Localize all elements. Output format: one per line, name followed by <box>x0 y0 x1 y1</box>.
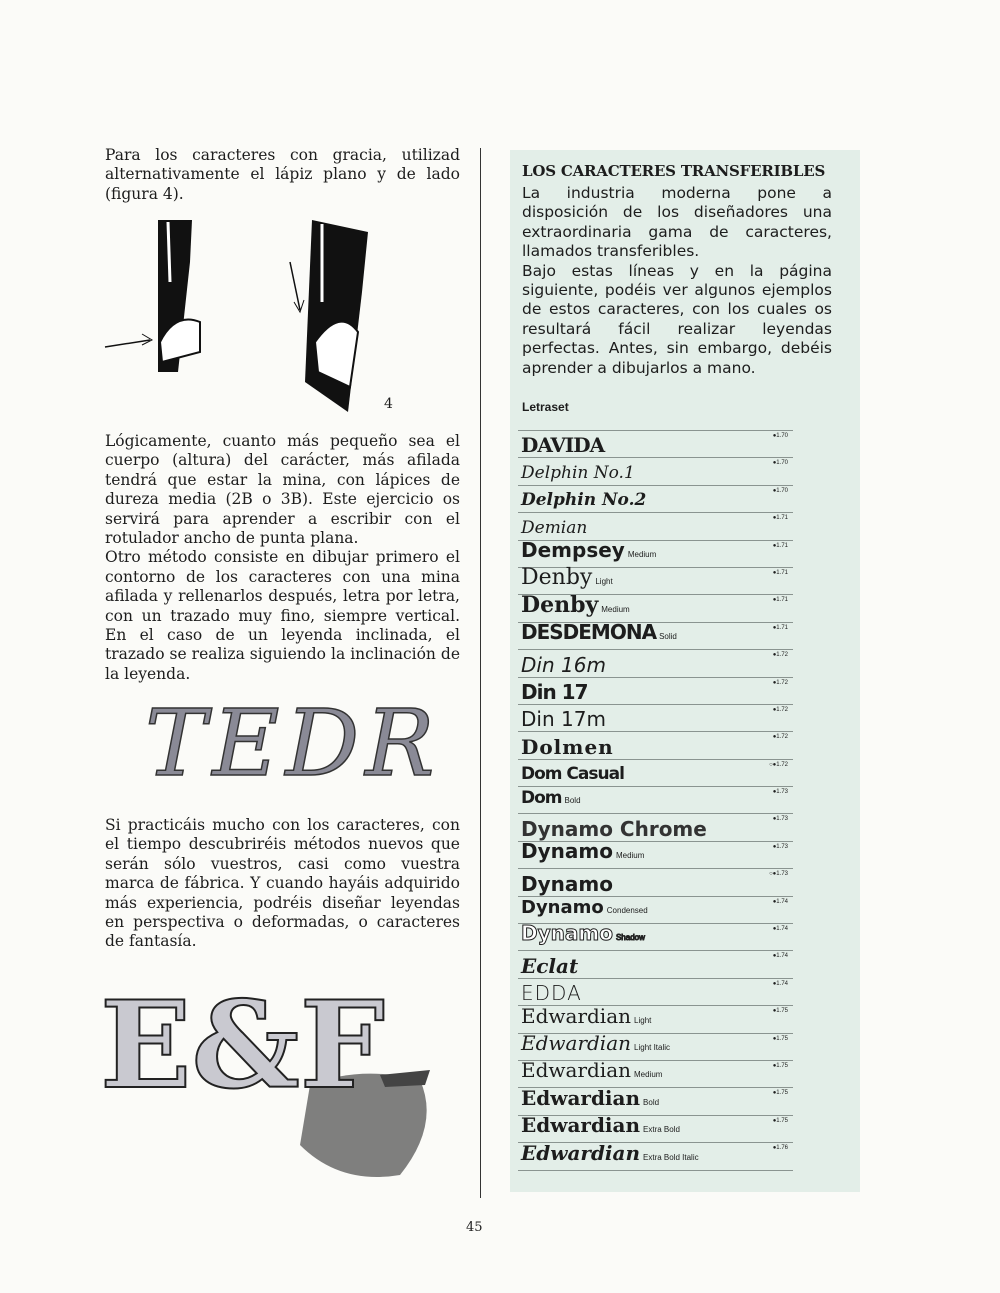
tedr-sketch-illustration: TEDR <box>145 690 441 797</box>
font-specimen-row <box>518 1115 793 1142</box>
font-name-text: Dynamo <box>521 871 613 896</box>
font-name <box>521 621 677 648</box>
font-name <box>521 982 582 1004</box>
font-specimen-row <box>518 786 793 813</box>
catalog-code: ●1.72 <box>772 679 788 686</box>
font-name <box>521 736 614 758</box>
font-specimen-row <box>518 923 793 950</box>
panel-text <box>522 184 832 378</box>
font-name-text: Dynamo <box>521 897 604 919</box>
intro-paragraph <box>105 146 460 204</box>
font-specimen-row <box>518 978 793 1005</box>
font-specimen-row <box>518 649 793 676</box>
font-name <box>521 897 648 922</box>
font-specimen-row <box>518 950 793 977</box>
catalog-code: ●1.71 <box>772 569 788 576</box>
font-variant: Medium <box>601 604 630 614</box>
figure-number: 4 <box>384 396 393 412</box>
font-name <box>521 1114 680 1141</box>
catalog-code: ●1.71 <box>772 597 788 604</box>
font-variant: Light <box>595 577 613 587</box>
catalog-code: ●1.70 <box>772 433 788 439</box>
catalog-code: ●1.72 <box>772 706 788 713</box>
font-name-text: Edwardian <box>521 1030 632 1055</box>
font-specimen-row <box>518 512 793 539</box>
font-specimen-row <box>518 1030 793 1060</box>
font-name-text: Dolmen <box>521 734 614 759</box>
paragraph: Si practicáis mucho con los caracteres, con el tiempo descubriréis métodos nuevos que serán sólo vuestros, casi como vuestra marca de fábrica. Y cuando hayáis adquirido más experiencia, podréis diseñar leyendas en perspectiva o deformadas, o caracteres de fantasía. <box>105 816 460 951</box>
font-specimen-row <box>518 813 793 840</box>
catalog-code: ●1.75 <box>772 1062 788 1069</box>
font-name <box>521 840 644 867</box>
font-name <box>521 787 581 812</box>
catalog-code: ●1.74 <box>772 926 788 933</box>
page-number: 45 <box>466 1220 483 1235</box>
font-specimen-row <box>518 1087 793 1114</box>
catalog-code: ●1.74 <box>772 898 788 905</box>
font-name <box>521 567 613 593</box>
font-name <box>521 922 645 949</box>
font-name-text: Edwardian <box>521 1003 632 1028</box>
body-paragraphs <box>105 432 460 684</box>
column-divider <box>480 148 481 1198</box>
catalog-code: ●1.70 <box>772 487 788 494</box>
ef-letters: E&F <box>100 975 385 1116</box>
paragraph: La industria moderna pone a disposición de los diseñadores una extraordinaria gama de caracteres, llamados transferibles. <box>522 184 832 261</box>
catalog-code: ●1.73 <box>772 843 788 850</box>
font-name-text: Dynamo Chrome <box>521 816 707 841</box>
catalog-code: ●1.72 <box>772 652 788 659</box>
font-name <box>521 1005 651 1032</box>
font-variant: Extra Bold <box>643 1125 680 1135</box>
font-name-text: Dynamo <box>521 921 613 946</box>
font-specimen-row <box>518 1005 793 1032</box>
catalog-code: ●1.74 <box>772 980 788 987</box>
font-specimen-row <box>518 430 793 457</box>
font-specimen-list <box>518 430 793 1171</box>
font-name-text: EDDA <box>521 981 582 1006</box>
catalog-code: ●1.70 <box>772 460 788 467</box>
catalog-code: ●1.75 <box>772 1035 788 1042</box>
font-name-text: Dynamo <box>521 839 613 864</box>
catalog-code: ●1.75 <box>772 1117 788 1124</box>
font-variant: Medium <box>634 1070 663 1080</box>
pencil-figure-illustration <box>100 212 390 422</box>
font-name <box>521 1032 670 1059</box>
font-specimen-row <box>518 622 793 649</box>
font-name <box>521 489 646 511</box>
font-variant: Medium <box>627 549 657 559</box>
catalog-code: ●1.71 <box>772 542 788 549</box>
catalog-code: ●1.75 <box>772 1008 788 1015</box>
font-name <box>521 517 587 539</box>
font-name-text: Dom <box>521 788 562 809</box>
catalog-code: ●1.72 <box>772 734 788 741</box>
font-name-text: Edwardian <box>521 1113 641 1138</box>
font-name <box>521 654 606 676</box>
font-name-text: Delphin No.2 <box>521 490 647 511</box>
catalog-code: ●1.71 <box>772 624 788 631</box>
catalog-code: ○●1.72 <box>769 761 788 768</box>
font-specimen-row <box>518 567 793 594</box>
font-name-text: Denby <box>521 565 593 591</box>
font-name <box>521 1087 659 1114</box>
font-variant: Condensed <box>606 906 648 916</box>
font-specimen-row <box>518 1060 793 1087</box>
font-variant: Light <box>634 1015 652 1025</box>
font-name <box>521 681 588 703</box>
font-specimen-row <box>518 591 793 621</box>
font-name <box>521 873 613 895</box>
font-name-text: Eclat <box>521 953 579 978</box>
catalog-code: ○●1.73 <box>769 871 788 878</box>
font-variant: Extra Bold Italic <box>643 1152 699 1162</box>
font-specimen-row <box>518 537 793 567</box>
font-specimen-row <box>518 759 793 786</box>
font-specimen-row <box>518 704 793 731</box>
font-name-text: DAVIDA <box>521 433 605 458</box>
font-name <box>521 1059 662 1086</box>
font-name-text: Edwardian <box>521 1085 641 1110</box>
paragraph: Otro método consiste en dibujar primero el contorno de los caracteres con una mina afilada y rellenarlos después, letra por letra, con un trazado muy fino, siempre vertical. En el caso de un leyenda inclinada, el trazado se realiza siguiendo la inclinación de la leyenda. <box>105 548 460 683</box>
font-specimen-row <box>518 868 793 895</box>
font-name-text: DESDEMONA <box>521 620 657 645</box>
font-specimen-row <box>518 896 793 923</box>
font-specimen-row <box>518 677 793 704</box>
font-name <box>521 1142 699 1169</box>
closing-paragraph <box>105 816 460 952</box>
font-specimen-row <box>518 457 793 484</box>
font-name <box>521 462 635 484</box>
font-name-text: Dempsey <box>521 537 625 562</box>
font-name <box>521 591 630 621</box>
paragraph: Bajo estas líneas y en la página siguiente, podéis ver algunos ejemplos de estos caracteres, con los cuales os resultará fácil realizar leyendas perfectas. Antes, sin embargo, debéis aprender a dibujarlos a mano. <box>522 261 832 377</box>
font-specimen-row <box>518 731 793 758</box>
font-name-text: Demian <box>521 517 588 538</box>
font-specimen-row <box>518 841 793 868</box>
catalog-code: ●1.73 <box>772 816 788 823</box>
catalog-code: ●1.71 <box>772 515 788 522</box>
font-specimen-row <box>518 1142 793 1170</box>
font-name <box>521 708 606 730</box>
font-name-text: Dom Casual <box>521 764 624 785</box>
font-name-text: Edwardian <box>521 1140 641 1165</box>
catalog-code: ●1.75 <box>772 1090 788 1097</box>
catalog-code: ●1.74 <box>772 953 788 960</box>
font-variant: Shadow <box>615 933 645 943</box>
catalog-code: ●1.76 <box>772 1145 788 1152</box>
paragraph: Lógicamente, cuanto más pequeño sea el cuerpo (altura) del carácter, más afilada tendrá que estar la mina, con lápices de dureza media (2B o 3B). Este ejercicio os servirá para aprender a escribir con el rotulador ancho de punta plana. <box>105 432 460 548</box>
font-variant: Bold <box>564 796 581 806</box>
font-variant: Bold <box>643 1097 660 1107</box>
font-name-text: Edwardian <box>521 1058 632 1083</box>
catalog-code: ●1.73 <box>772 789 788 796</box>
font-name-text: Delphin No.1 <box>521 462 635 483</box>
font-variant: Light Italic <box>634 1042 671 1052</box>
font-name-text: Din 17 <box>521 679 588 704</box>
font-name-text: Din 17m <box>521 707 606 732</box>
font-name <box>521 818 707 840</box>
font-name <box>521 539 656 566</box>
font-specimen-row <box>518 485 793 512</box>
brand-label: Letraset <box>522 400 569 414</box>
font-name <box>521 955 578 977</box>
font-variant: Medium <box>615 851 645 861</box>
font-variant: Solid <box>659 632 677 642</box>
font-name-text: Denby <box>521 591 599 618</box>
font-name <box>521 434 604 456</box>
panel-heading: LOS CARACTERES TRANSFERIBLES <box>522 162 826 180</box>
font-name-text: Din 16m <box>521 652 606 677</box>
font-name <box>521 763 624 785</box>
paragraph: Para los caracteres con gracia, utilizad alternativamente el lápiz plano y de lado (figura 4). <box>105 146 460 203</box>
ef-sketch-illustration <box>100 975 460 1185</box>
